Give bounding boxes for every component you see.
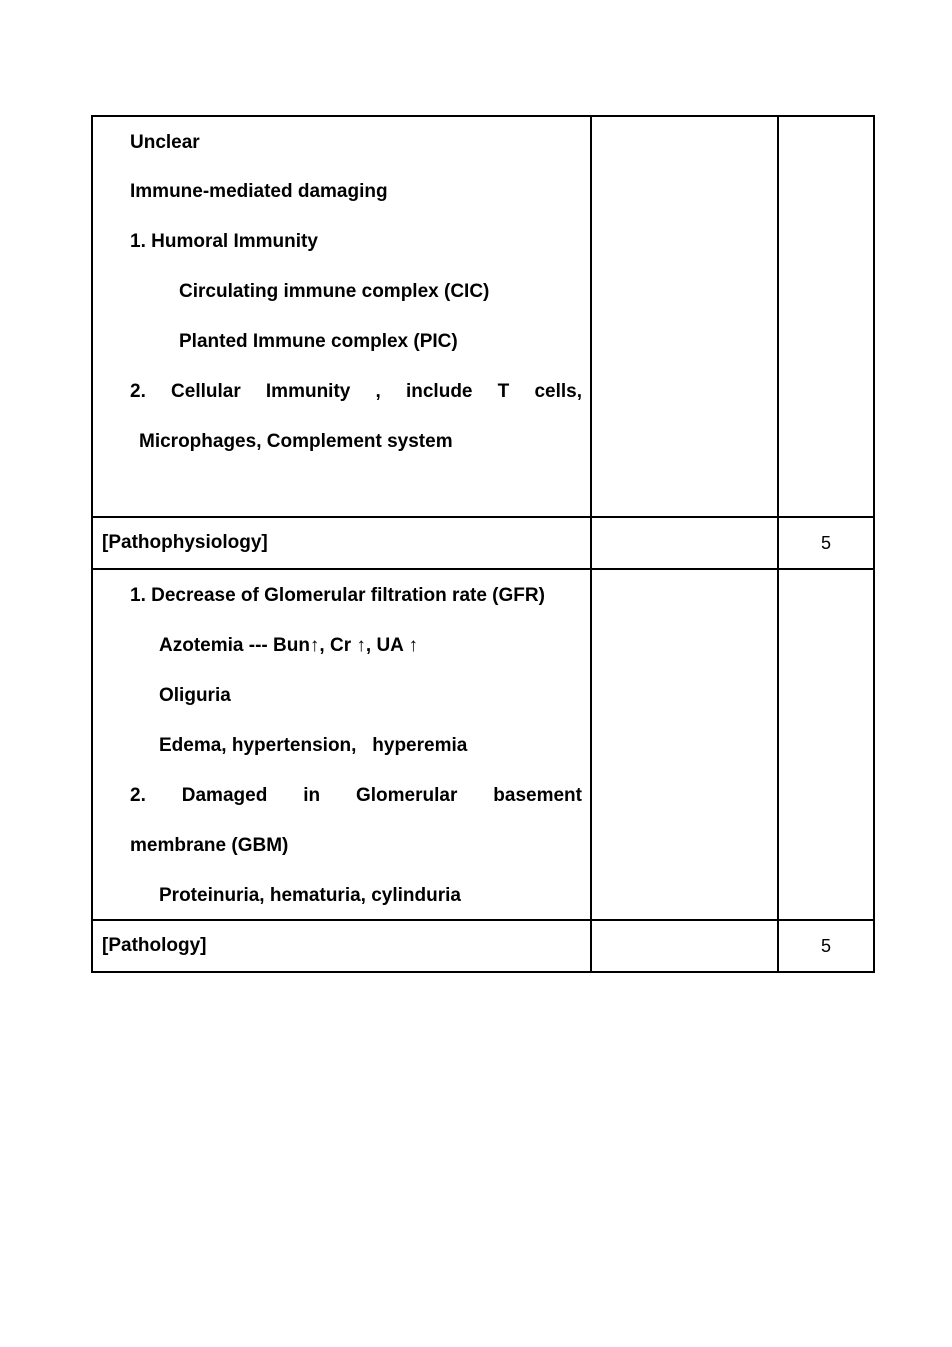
word: cells, [534,381,582,402]
word: Damaged [181,785,268,806]
pathophysiology-score-cell-2 [778,569,874,920]
line-membrane-gbm: membrane (GBM) [130,835,289,856]
word: , [375,381,381,402]
line-cellular-immunity [93,367,590,417]
word: 2. [130,381,146,402]
pathophysiology-content-cell [92,569,591,920]
word: in [303,785,321,806]
pathology-empty-cell [591,920,778,972]
line-pic: Planted Immune complex (PIC) [179,331,458,352]
line-immune-mediated: Immune-mediated damaging [130,181,388,202]
pathophysiology-empty-cell-2 [591,569,778,920]
etiology-empty-cell [591,116,778,517]
word: 2. [130,785,146,806]
etiology-row [92,116,874,517]
pathophysiology-content-row [92,569,874,920]
etiology-content-cell [92,116,591,517]
word: Immunity [265,381,351,402]
line-humoral-immunity: 1. Humoral Immunity [130,231,318,252]
word: Glomerular [356,785,458,806]
line-damaged-gbm [93,771,590,821]
line-proteinuria: Proteinuria, hematuria, cylinduria [159,885,461,906]
word: T [497,381,510,402]
line-edema: Edema, hypertension, hyperemia [159,735,468,756]
pathophysiology-score: 5 [778,517,874,569]
line-gfr: 1. Decrease of Glomerular filtration rate (GFR) [130,585,545,606]
word: basement [493,785,582,806]
pathology-heading: [Pathology] [92,920,591,972]
pathophysiology-heading: [Pathophysiology] [92,517,591,569]
etiology-score-cell [778,116,874,517]
line-microphages: Microphages, Complement system [139,431,453,452]
pathophysiology-heading-row [92,517,874,569]
word: Cellular [171,381,241,402]
line-oliguria: Oliguria [159,685,231,706]
line-azotemia: Azotemia --- Bun↑, Cr ↑, UA ↑ [159,635,418,656]
pathology-score: 5 [778,920,874,972]
pathophysiology-empty-cell [591,517,778,569]
line-cic: Circulating immune complex (CIC) [179,281,490,302]
line-unclear: Unclear [130,132,200,153]
document-table [91,115,875,973]
pathology-heading-row [92,920,874,972]
word: include [405,381,473,402]
